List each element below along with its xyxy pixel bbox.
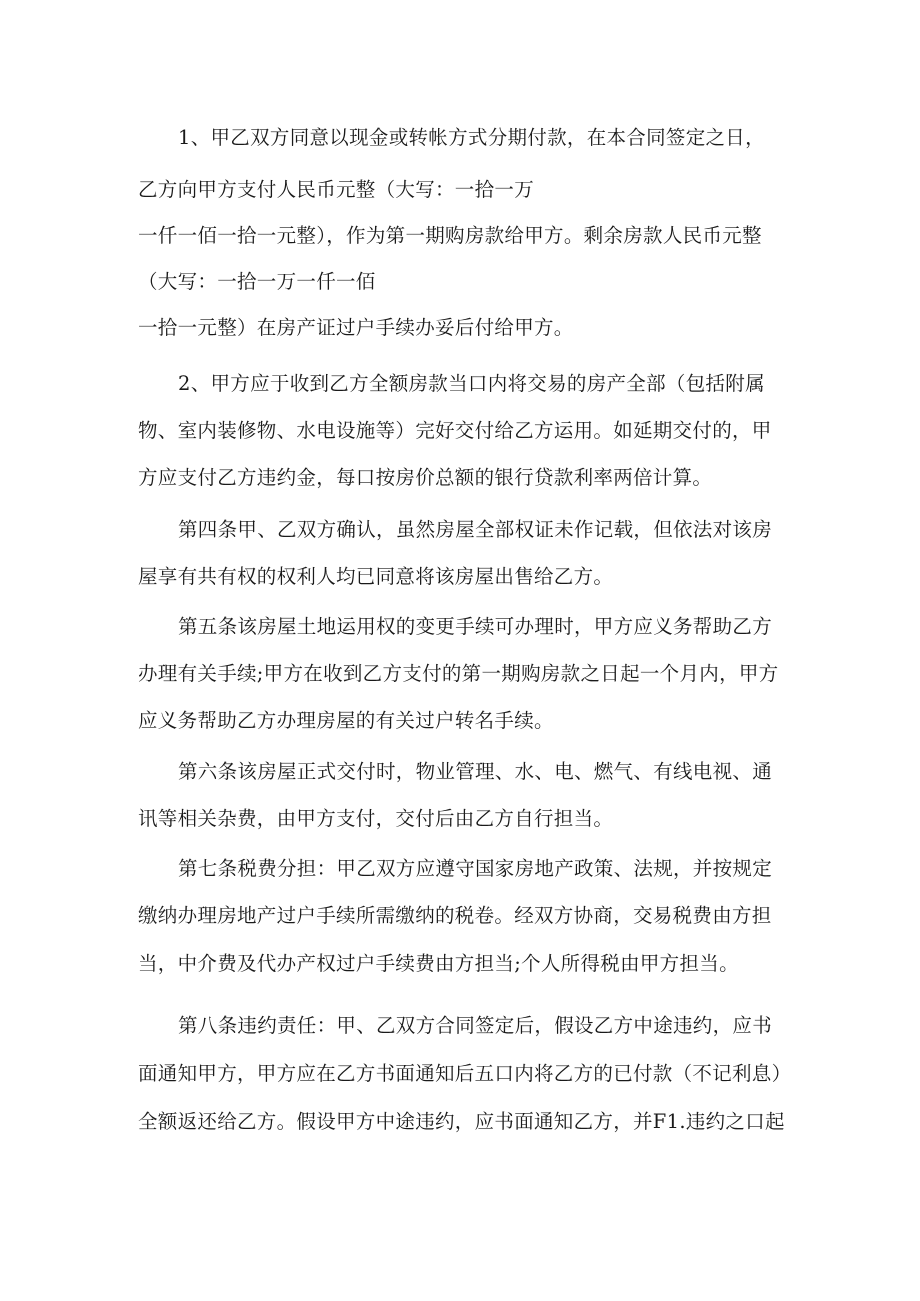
article-6-line-1: 第六条该房屋正式交付时，物业管理、水、电、燃气、有线电视、通 <box>178 760 773 783</box>
article-6-line-2: 讯等相关杂费，由甲方支付，交付后由乙方自行担当。 <box>138 807 614 830</box>
article-5-line-2: 办理有关手续;甲方在收到乙方支付的第一期购房款之日起一个月内，甲方 <box>138 662 779 685</box>
article-4-line-1: 第四条甲、乙双方确认，虽然房屋全部权证未作记载，但依法对该房 <box>178 518 773 541</box>
article-7-line-2: 缴纳办理房地产过户手续所需缴纳的税卷。经双方协商，交易税费由方担 <box>138 904 772 927</box>
paragraph-2-line-2: 物、室内装修物、水电设施等）完好交付给乙方运用。如延期交付的，甲 <box>138 419 772 442</box>
article-8-line-1: 第八条违约责任：甲、乙双方合同签定后，假设乙方中途违约，应书 <box>178 1014 773 1037</box>
paragraph-2-line-1: 2、甲方应于收到乙方全额房款当口内将交易的房产全部（包括附属 <box>178 372 765 395</box>
article-8-line-3: 全额返还给乙方。假设甲方中途违约，应书面通知乙方，并F1.违约之口起 <box>138 1110 785 1133</box>
paragraph-1-line-5: 一拾一元整）在房产证过户手续办妥后付给甲方。 <box>138 316 574 339</box>
paragraph-1-line-1: 1、甲乙双方同意以现金或转帐方式分期付款，在本合同签定之日， <box>178 126 765 149</box>
paragraph-1-line-4: （大写：一拾一万一仟一佰 <box>138 270 376 293</box>
article-4-line-2: 屋享有共有权的权利人均已同意将该房屋出售给乙方。 <box>138 565 614 588</box>
paragraph-1-line-3: 一仟一佰一拾一元整），作为第一期购房款给甲方。剩余房款人民币元整 <box>138 224 762 247</box>
article-8-line-2: 面通知甲方，甲方应在乙方书面通知后五口内将乙方的已付款（不记利息） <box>138 1062 792 1085</box>
paragraph-2-line-3: 方应支付乙方违约金，每口按房价总额的银行贷款利率两倍计算。 <box>138 466 713 489</box>
paragraph-1-line-2: 乙方向甲方支付人民币元整（大写：一拾一万 <box>138 178 535 201</box>
article-5-line-3: 应义务帮助乙方办理房屋的有关过户转名手续。 <box>138 709 554 732</box>
article-7-line-3: 当，中介费及代办产权过户手续费由方担当;个人所得税由甲方担当。 <box>138 952 739 975</box>
article-7-line-1: 第七条税费分担：甲乙双方应遵守国家房地产政策、法规，并按规定 <box>178 857 773 880</box>
article-5-line-1: 第五条该房屋土地运用权的变更手续可办理时，甲方应义务帮助乙方 <box>178 615 773 638</box>
